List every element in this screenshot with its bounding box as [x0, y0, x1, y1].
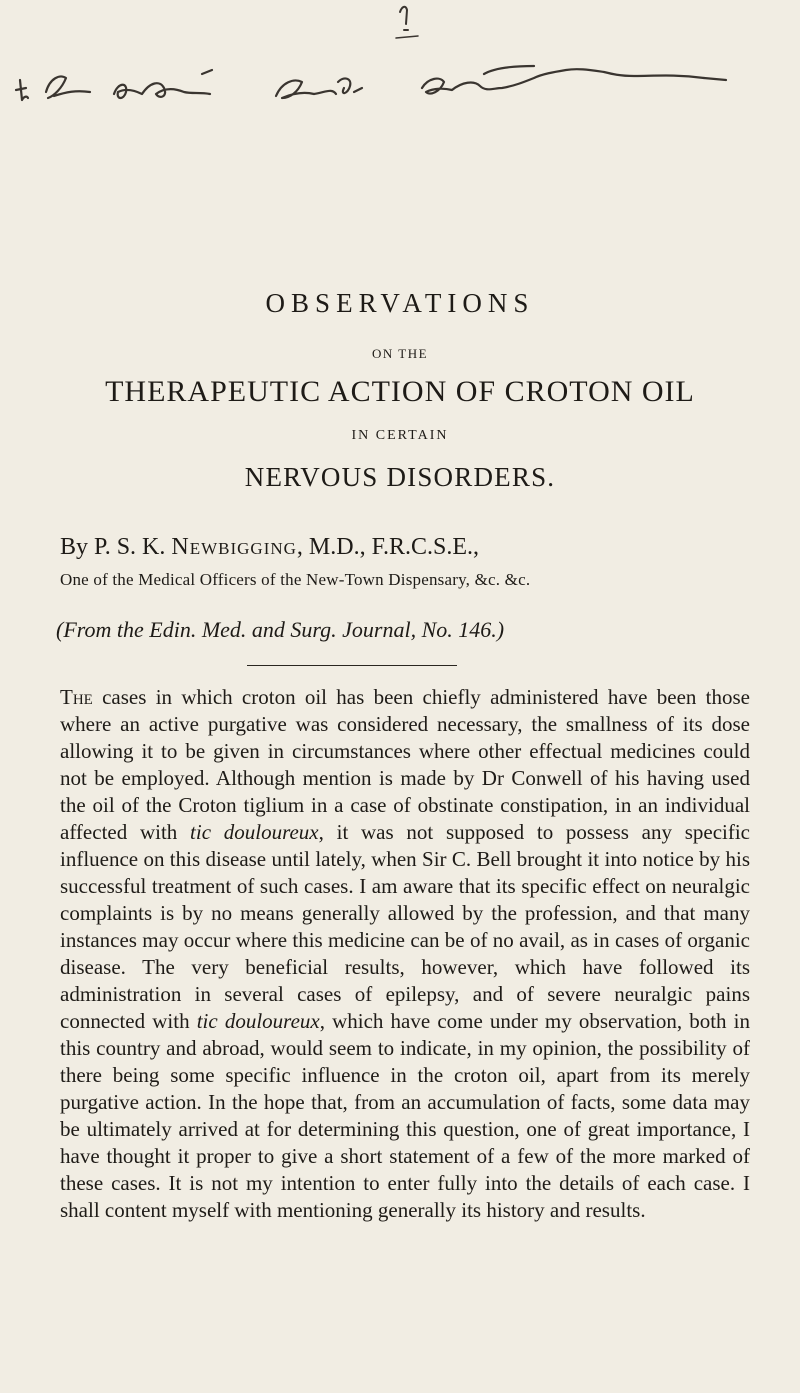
title-in-certain: IN CERTAIN — [351, 428, 449, 443]
paragraph-text-3: , which have come under my observation, both in this country and abroad, would seem to indicate, in my opinion, the possibility of there being some specific influence in the croton oil, apart from its merely purgative action. In the hope that, from an accumulation of facts, some data may be ultimately arrived at for determining this question, one of great importance, I have thought it proper to give a short statement of a few of the more marked of these cases. It is not my intention to enter fully into the details of each case. I shall content myself with mentioning generally its history and results. — [60, 1009, 751, 1222]
title-main: THERAPEUTIC ACTION OF CROTON OIL — [105, 375, 695, 408]
paragraph-text-2: , it was not supposed to possess any specific influence on this disease until lately, when Sir C. Bell brought it into notice by his successful treatment of such cases. I am aware that its specific effect on neuralgic complaints is by no means generally allowed by the profession, and that many instances may occur where this medicine can be of no avail, as in cases of organic disease. The very beneficial results, however, which have followed its administration in several cases of epilepsy, and of severe neuralgic pains connected with — [60, 820, 751, 1033]
handwritten-mark — [392, 2, 422, 47]
handwritten-inscription — [14, 52, 784, 122]
title-nervous-disorders: NERVOUS DISORDERS. — [244, 462, 556, 492]
author-affiliation: One of the Medical Officers of the New-Town Dispensary, &c. &c. — [60, 570, 531, 589]
author-prefix: By P. S. K. — [60, 534, 172, 560]
italic-term-2: tic douloureux — [196, 1009, 320, 1033]
title-on-the: ON THE — [371, 346, 429, 361]
author-line — [60, 534, 479, 561]
author-suffix: , M.D., F.R.C.S.E., — [296, 534, 480, 560]
divider — [247, 665, 457, 666]
title-observations: OBSERVATIONS — [265, 288, 535, 318]
body-paragraph — [60, 684, 750, 1224]
italic-term-1: tic douloureux — [190, 820, 319, 844]
paragraph-lead-word: The — [60, 685, 93, 709]
paragraph-text-1: cases in which croton oil has been chiefly administered have been those where an active purgative was considered necessary, the smallness of its dose allowing it to be given in circumstances where other effectual medicines could not be employed. Although mention is made by Dr Conwell of his having used the oil of the Croton tiglium in a case of obstinate constipation, in an individual affected with — [60, 685, 750, 844]
author-name: Newbigging — [171, 534, 297, 560]
source-citation: (From the Edin. Med. and Surg. Journal, No. 146.) — [56, 617, 505, 642]
